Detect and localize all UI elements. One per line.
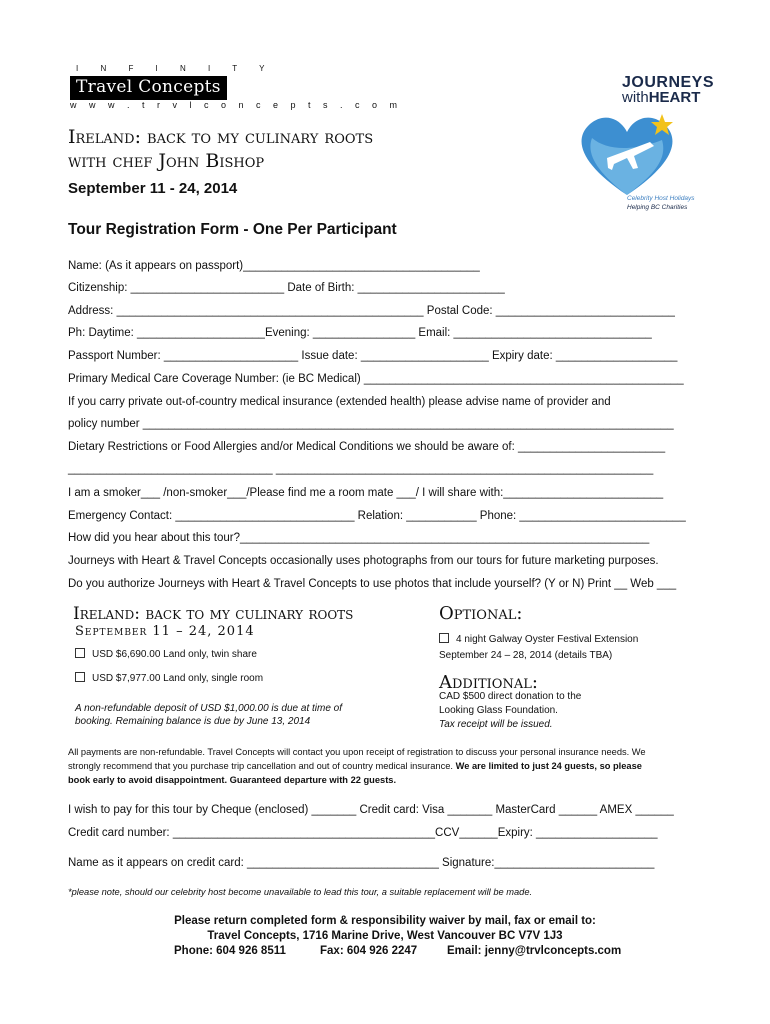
tour-title-line2: with chef John Bishop <box>68 150 265 172</box>
field-smoker[interactable]: I am a smoker___ /non-smoker___/Please find me a room mate ___/ I will share with:_________________________ <box>68 487 664 499</box>
footer-phone: Phone: 604 926 8511 <box>174 945 286 957</box>
additional-title: Additional: <box>439 672 538 693</box>
additional-line2: Looking Glass Foundation. <box>439 705 558 716</box>
field-medical[interactable]: Primary Medical Care Coverage Number: (ie BC Medical) __________________________________________________ <box>68 373 684 385</box>
field-payment-method[interactable]: I wish to pay for this tour by Cheque (enclosed) _______ Credit card: Visa _______ MasterCard ______ AMEX ______ <box>68 804 674 816</box>
host-note: *please note, should our celebrity host become unavailable to lead this tour, a suitable replacement will be made. <box>68 887 533 897</box>
jwh-tagline-2: Helping BC Charities <box>627 204 688 211</box>
field-address[interactable]: Address: ________________________________________________ Postal Code: ____________________________ <box>68 305 675 317</box>
additional-line3: Tax receipt will be issued. <box>439 719 553 730</box>
field-dietary-line[interactable]: ________________________________ ___________________________________________________________ <box>68 463 654 475</box>
footer-line2: Travel Concepts, 1716 Marine Drive, West Vancouver BC V7V 1J3 <box>207 930 563 942</box>
field-emergency[interactable]: Emergency Contact: ____________________________ Relation: ___________ Phone: __________________________ <box>68 510 686 522</box>
field-phone-email[interactable]: Ph: Daytime: ____________________Evening: ________________ Email: _______________________________ <box>68 327 652 339</box>
option-single[interactable]: USD $7,977.00 Land only, single room <box>75 672 263 684</box>
checkbox-oyster[interactable] <box>439 633 449 643</box>
logo-name: Travel Concepts <box>70 76 227 100</box>
option-twin[interactable]: USD $6,690.00 Land only, twin share <box>75 648 257 660</box>
field-card-number[interactable]: Credit card number: _________________________________________CCV______Expiry: ___________________ <box>68 827 658 839</box>
footer-line1: Please return completed form & responsibility waiver by mail, fax or email to: <box>174 915 596 927</box>
field-photos-authorize[interactable]: Do you authorize Journeys with Heart & Travel Concepts to use photos that include yourself? (Y or N) Print __ Web ___ <box>68 578 677 590</box>
checkbox-twin[interactable] <box>75 648 85 658</box>
pricing-title: Ireland: back to my culinary roots <box>73 604 354 624</box>
field-policy-number[interactable]: policy number ___________________________________________________________________________________ <box>68 418 674 430</box>
optional-title: Optional: <box>439 603 523 624</box>
logo-top-text: I N F I N I T Y <box>76 64 275 73</box>
payments-line2: strongly recommend that you purchase trip cancellation and out of country medical insurance. We are limited to just 24 guests, so please <box>68 761 642 771</box>
form-title: Tour Registration Form - One Per Participant <box>68 221 397 238</box>
footer-fax: Fax: 604 926 2247 <box>320 945 418 957</box>
payments-line1: All payments are non-refundable. Travel Concepts will contact you upon receipt of registration to discuss your personal insurance needs. We <box>68 747 646 757</box>
optional-dates: September 24 – 28, 2014 (details TBA) <box>439 650 613 661</box>
checkbox-single[interactable] <box>75 672 85 682</box>
payments-line3: book early to avoid disappointment. Guaranteed departure with 22 guests. <box>68 775 397 785</box>
logo-url: w w w . t r v l c o n c e p t s . c o m <box>70 100 403 110</box>
tour-title-line1: Ireland: back to my culinary roots <box>68 126 374 148</box>
footer-email: Email: jenny@trvlconcepts.com <box>447 945 622 957</box>
field-dietary[interactable]: Dietary Restrictions or Food Allergies and/or Medical Conditions we should be aware of: _______________________ <box>68 441 666 453</box>
additional-line1: CAD $500 direct donation to the <box>439 691 582 702</box>
field-private-insurance: If you carry private out-of-country medical insurance (extended health) please advise name of provider and <box>68 396 611 408</box>
photos-info: Journeys with Heart & Travel Concepts occasionally uses photographs from our tours for future marketing purposes. <box>68 555 659 567</box>
field-card-name-signature[interactable]: Name as it appears on credit card: ______________________________ Signature:_________________________ <box>68 857 655 869</box>
tour-dates: September 11 - 24, 2014 <box>68 180 238 197</box>
deposit-line1: A non-refundable deposit of USD $1,000.00 is due at time of <box>75 703 343 714</box>
jwh-line1: JOURNEYS <box>622 74 715 91</box>
pricing-dates: September 11 – 24, 2014 <box>75 624 255 639</box>
field-hear[interactable]: How did you hear about this tour?________________________________________________________________ <box>68 532 650 544</box>
field-citizenship-dob[interactable]: Citizenship: ________________________ Date of Birth: _______________________ <box>68 282 505 294</box>
jwh-tagline-1: Celebrity Host Holidays <box>627 195 695 202</box>
heart-plane-icon <box>572 110 682 200</box>
field-passport[interactable]: Passport Number: _____________________ Issue date: ____________________ Expiry date: ___________________ <box>68 350 678 362</box>
optional-oyster[interactable]: 4 night Galway Oyster Festival Extension <box>439 633 638 645</box>
field-name[interactable]: Name: (As it appears on passport)_____________________________________ <box>68 260 480 272</box>
deposit-line2: booking. Remaining balance is due by June 13, 2014 <box>75 716 311 727</box>
jwh-line2: withHEART <box>622 89 701 106</box>
